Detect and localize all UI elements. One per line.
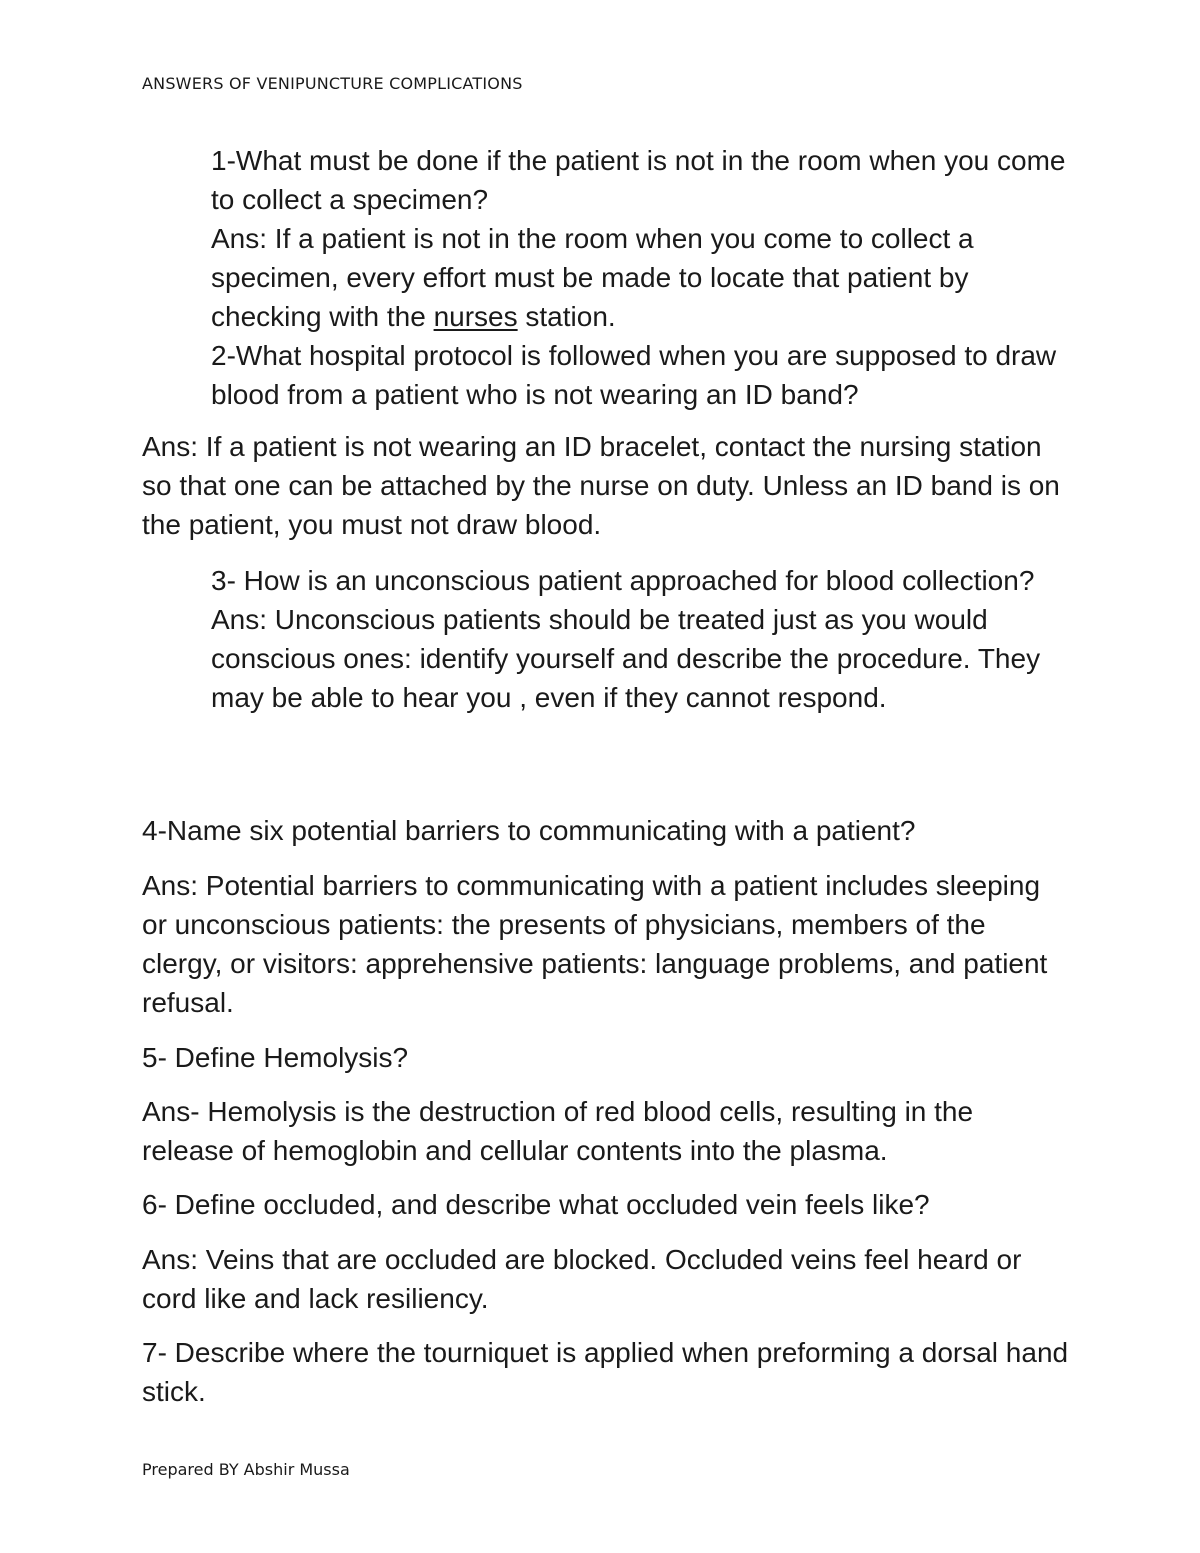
answer-3: Ans: Unconscious patients should be treated just as you would conscious ones: identify yourself and describe the procedure. They may be able to hear you , even if they cannot respond.	[211, 604, 1041, 713]
question-1-block	[211, 141, 1071, 414]
question-3-block	[211, 561, 1071, 717]
question-4: 4-Name six potential barriers to communicating with a patient?	[142, 815, 916, 846]
answer-1-end: station.	[525, 301, 616, 332]
answer-1-text: Ans: If a patient is not in the room when you come to collect a specimen, every effort must be made to locate that patient by checking with the	[211, 223, 974, 332]
answer-5: Ans- Hemolysis is the destruction of red blood cells, resulting in the release of hemoglobin and cellular contents into the plasma.	[142, 1096, 974, 1166]
question-6: 6- Define occluded, and describe what occluded vein feels like?	[142, 1189, 930, 1220]
question-2: 2-What hospital protocol is followed when you are supposed to draw blood from a patient who is not wearing an ID band?	[211, 340, 1057, 410]
nurses-link[interactable]: nurses	[433, 301, 518, 332]
question-3: 3- How is an unconscious patient approached for blood collection?	[211, 565, 1035, 596]
answer-4: Ans: Potential barriers to communicating with a patient includes sleeping or unconscious patients: the presents of physicians, members of the clergy, or visitors: apprehensive patients: language problems, and patient refusal.	[142, 870, 1048, 1018]
page-footer: Prepared BY Abshir Mussa	[142, 1460, 350, 1479]
answer-1	[211, 219, 1071, 336]
page-header: ANSWERS OF VENIPUNCTURE COMPLICATIONS	[142, 74, 523, 93]
answer-2: Ans: If a patient is not wearing an ID bracelet, contact the nursing station so that one can be attached by the nurse on duty. Unless an ID band is on the patient, you must not draw blood.	[142, 431, 1060, 540]
answer-6: Ans: Veins that are occluded are blocked. Occluded veins feel heard or cord like and lack resiliency.	[142, 1244, 1022, 1314]
question-5: 5- Define Hemolysis?	[142, 1042, 409, 1073]
question-1: 1-What must be done if the patient is not in the room when you come to collect a specimen?	[211, 145, 1066, 215]
question-7: 7- Describe where the tourniquet is applied when preforming a dorsal hand stick.	[142, 1337, 1069, 1407]
